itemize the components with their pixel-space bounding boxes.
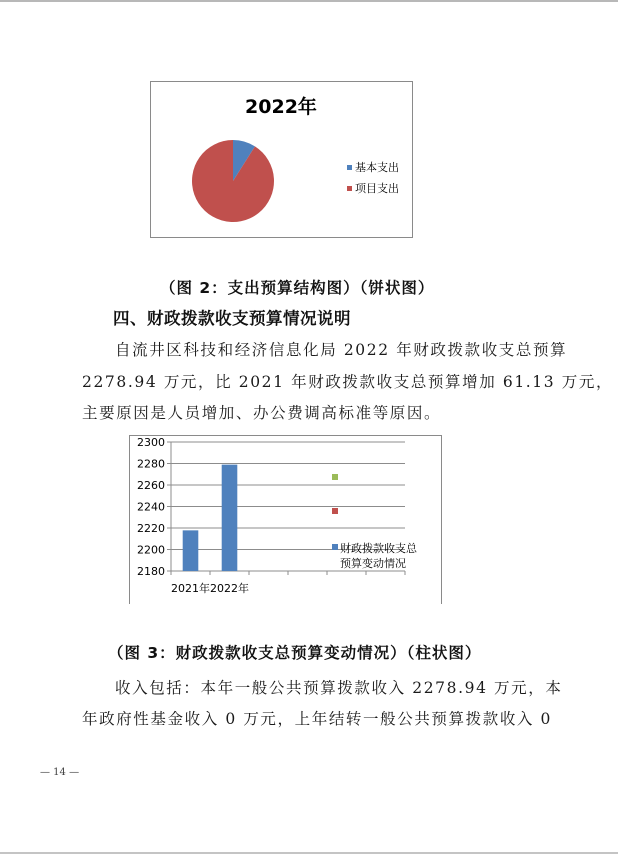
pie-legend-swatch (347, 186, 352, 191)
income-paragraph-line: 收入包括：本年一般公共预算拨款收入 2278.94 万元，本 (115, 679, 563, 697)
y-tick-label: 2220 (137, 522, 165, 535)
bar-chart-frame (129, 435, 442, 604)
figure-3-caption: （图 3：财政拨款收支总预算变动情况）（柱状图） (108, 644, 482, 662)
pie-legend-label: 基本支出 (355, 161, 399, 174)
page-top-border (0, 0, 618, 2)
pie-legend-label: 项目支出 (355, 182, 399, 195)
income-paragraph-line: 年政府性基金收入 0 万元，上年结转一般公共预算拨款收入 0 (82, 710, 553, 728)
page-number: — 14 — (40, 767, 80, 778)
section-4-heading: 四、财政拨款收支预算情况说明 (113, 309, 351, 328)
section-4-paragraph-line: 主要原因是人员增加、办公费调高标准等原因。 (82, 404, 442, 422)
section-4-paragraph-line: 2278.94 万元，比 2021 年财政拨款收支总预算增加 61.13 万元， (82, 373, 614, 391)
pie-slice-project-expenditure (192, 140, 274, 222)
bar-legend-label: 预算变动情况 (340, 557, 406, 570)
y-tick-label: 2300 (137, 436, 165, 449)
pie-legend-swatch (347, 165, 352, 170)
bar-legend-swatch (332, 544, 338, 550)
section-4-paragraph-line: 自流井区科技和经济信息化局 2022 年财政拨款收支总预算 (115, 341, 568, 359)
figure-2-caption: （图 2：支出预算结构图）（饼状图） (160, 279, 435, 297)
x-tick-label: 2021年 (171, 582, 210, 595)
pie-chart-frame (150, 81, 413, 238)
pie-chart (151, 82, 412, 237)
bar-2022年 (222, 465, 238, 571)
y-tick-label: 2260 (137, 479, 165, 492)
pie-chart-title: 2022年 (245, 96, 317, 118)
bar-legend-marker (332, 474, 338, 480)
bar-chart (130, 436, 441, 604)
y-tick-label: 2280 (137, 457, 165, 471)
bar-legend-marker (332, 508, 338, 514)
y-tick-label: 2200 (137, 543, 165, 557)
bar-legend-label: 财政拨款收支总 (340, 542, 417, 555)
y-tick-label: 2180 (137, 565, 165, 578)
bar-2021年 (183, 530, 199, 571)
y-tick-label: 2240 (137, 500, 165, 514)
x-tick-label: 2022年 (210, 582, 249, 595)
